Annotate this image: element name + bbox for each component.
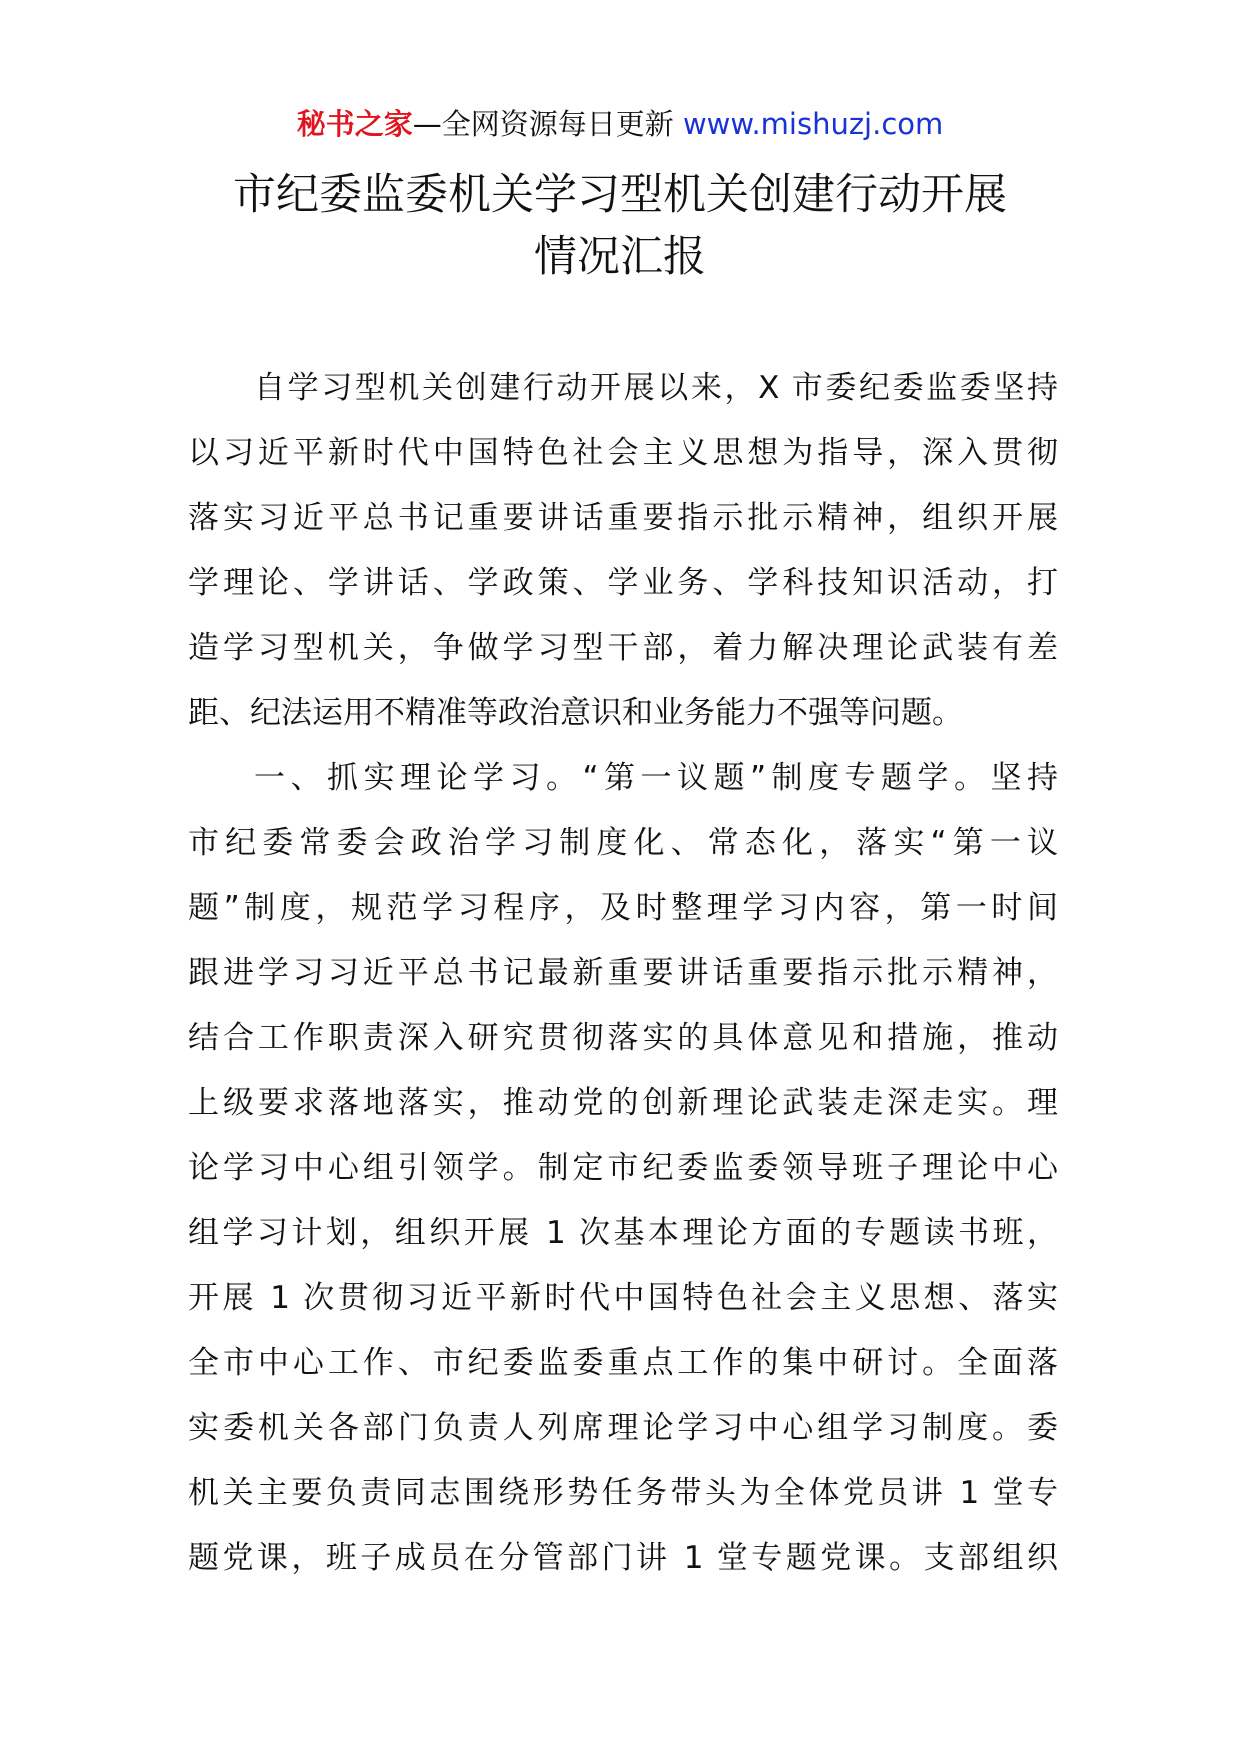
body-line: 跟进学习习近平总书记最新重要讲话重要指示批示精神， xyxy=(188,955,1058,991)
body-line: 论学习中心组引领学。制定市纪委监委领导班子理论中心 xyxy=(188,1150,1058,1186)
body-line: 距、纪法运用不精准等政治意识和业务能力不强等问题。 xyxy=(188,695,963,731)
site-header xyxy=(0,104,1240,144)
document-title xyxy=(0,164,1240,288)
body-line: 落实习近平总书记重要讲话重要指示批示精神，组织开展 xyxy=(188,500,1058,536)
site-url-link[interactable]: www.mishuzj.com xyxy=(682,107,944,141)
title-line-1: 市纪委监委机关学习型机关创建行动开展 xyxy=(233,170,1007,220)
body-line: 题党课，班子成员在分管部门讲 1 堂专题党课。支部组织 xyxy=(188,1540,1058,1576)
header-tagline: —全网资源每日更新 xyxy=(412,107,674,141)
brand-name: 秘书之家 xyxy=(296,107,413,141)
body-line: 全市中心工作、市纪委监委重点工作的集中研讨。全面落 xyxy=(188,1345,1058,1381)
body-line: 开展 1 次贯彻习近平新时代中国特色社会主义思想、落实 xyxy=(188,1280,1058,1316)
body-line: 上级要求落地落实，推动党的创新理论武装走深走实。理 xyxy=(188,1085,1058,1121)
document-body xyxy=(188,356,1058,1591)
body-line: 组学习计划，组织开展 1 次基本理论方面的专题读书班， xyxy=(188,1215,1058,1251)
body-line: 市纪委常委会政治学习制度化、常态化，落实“第一议 xyxy=(188,825,1058,861)
body-line: 自学习型机关创建行动开展以来，X 市委纪委监委坚持 xyxy=(254,370,1058,406)
body-line: 实委机关各部门负责人列席理论学习中心组学习制度。委 xyxy=(188,1410,1058,1446)
body-line: 题”制度，规范学习程序，及时整理学习内容，第一时间 xyxy=(188,890,1058,926)
body-line: 机关主要负责同志围绕形势任务带头为全体党员讲 1 堂专 xyxy=(188,1475,1058,1511)
body-line: 造学习型机关，争做学习型干部，着力解决理论武装有差 xyxy=(188,630,1058,666)
title-line-2: 情况汇报 xyxy=(534,232,706,282)
body-line: 一、抓实理论学习。“第一议题”制度专题学。坚持 xyxy=(254,760,1058,796)
body-line: 以习近平新时代中国特色社会主义思想为指导，深入贯彻 xyxy=(188,435,1058,471)
body-line: 结合工作职责深入研究贯彻落实的具体意见和措施，推动 xyxy=(188,1020,1058,1056)
body-line: 学理论、学讲话、学政策、学业务、学科技知识活动，打 xyxy=(188,565,1058,601)
